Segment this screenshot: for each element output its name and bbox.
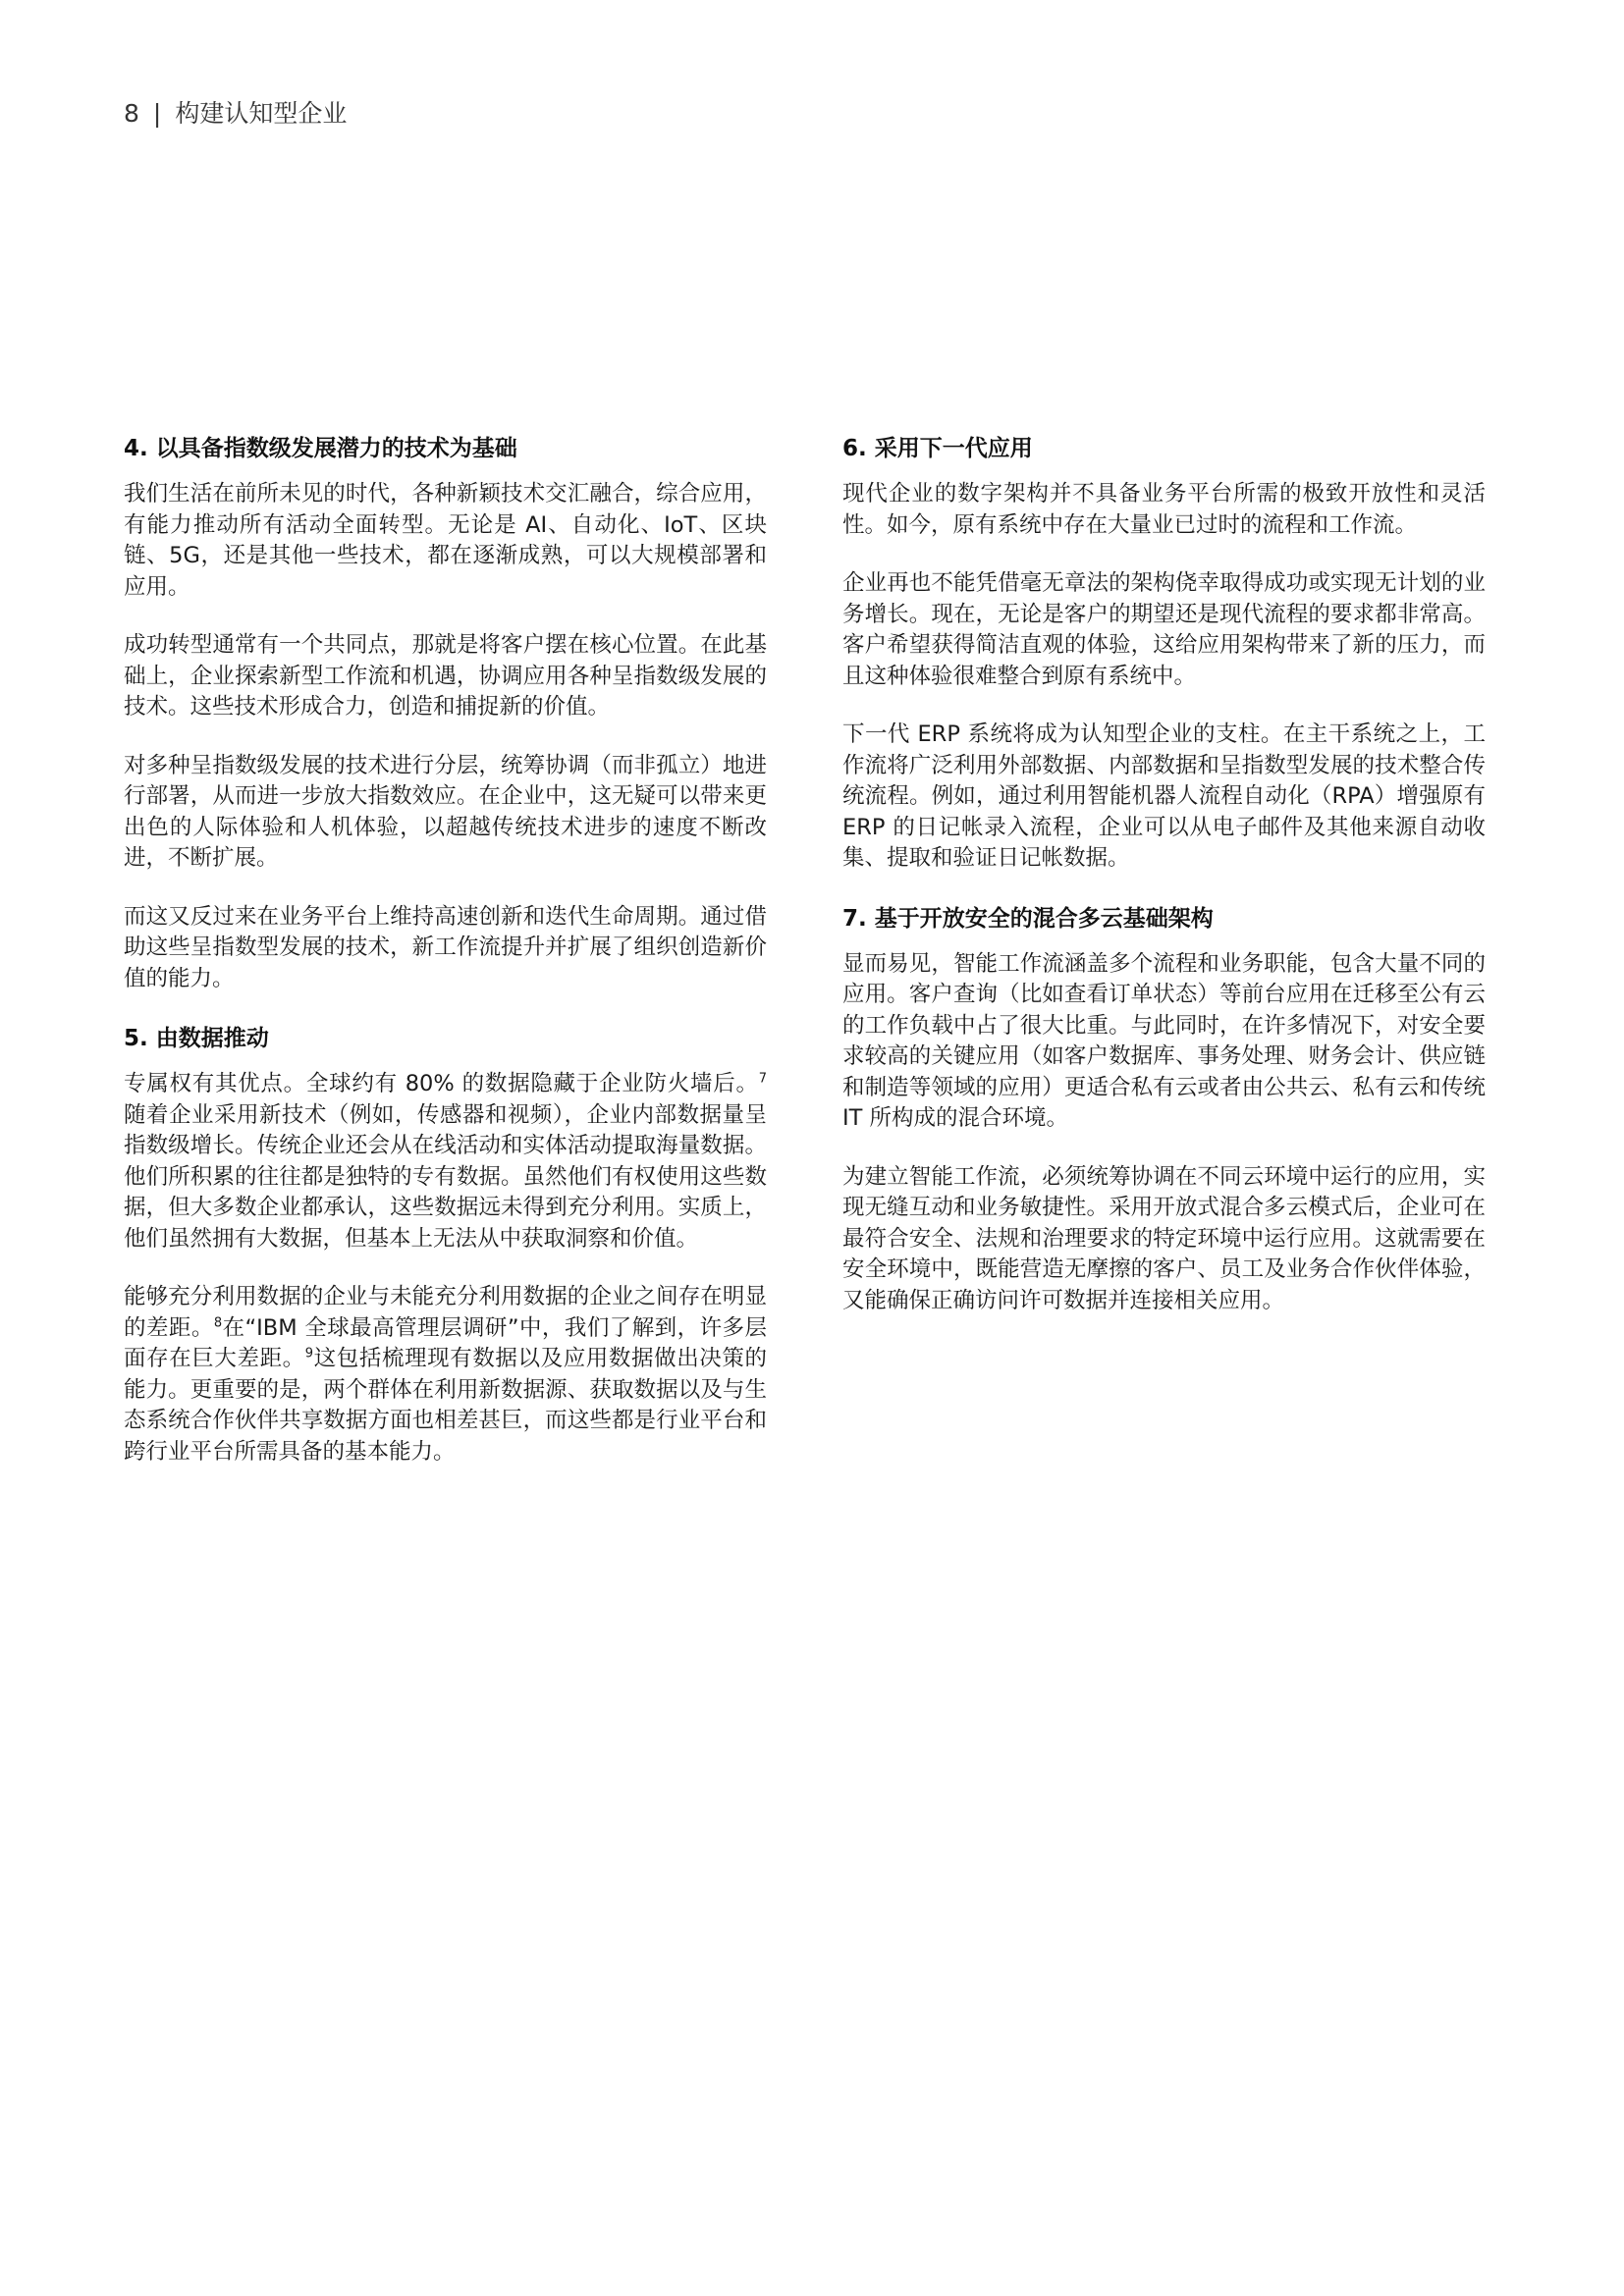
right-column [842, 432, 1486, 1344]
paragraph-text: 随着企业采用新技术（例如，传感器和视频），企业内部数据量呈指数级增长。传统企业还会从在线活动和实体活动提取海量数据。他们所积累的往往都是独特的专有数据。虽然他们有权使用这些数据，但大多数企业都承认，这些数据远未得到充分利用。实质上，他们虽然拥有大数据，但基本上无法从中获取洞察和价值。 [124, 1101, 767, 1252]
paragraph-text: 在“IBM 全球最高管理层调研”中，我们了解到，许多层面存在巨大差距。 [124, 1314, 767, 1371]
footnote-ref-9[interactable]: 9 [304, 1346, 314, 1362]
section-5-paragraph-1 [124, 1069, 767, 1255]
section-7 [842, 902, 1486, 1317]
section-6-paragraph-1: 现代企业的数字架构并不具备业务平台所需的极致开放性和灵活性。如今，原有系统中存在大量业已过时的流程和工作流。 [842, 481, 1486, 538]
section-6-paragraph-3: 下一代 ERP 系统将成为认知型企业的支柱。在主干系统之上，工作流将广泛利用外部数据、内部数据和呈指数型发展的技术整合传统流程。例如，通过利用智能机器人流程自动化（RPA）增强原有 ERP 的日记帐录入流程，企业可以从电子邮件及其他来源自动收集、提取和验证日记帐数据。 [842, 721, 1486, 871]
header-separator: | [152, 99, 162, 128]
paragraph-text: 专属权有其优点。全球约有 80% 的数据隐藏于企业防火墙后。 [124, 1071, 759, 1096]
section-4-paragraph-2: 成功转型通常有一个共同点，那就是将客户摆在核心位置。在此基础上，企业探索新型工作流和机遇，协调应用各种呈指数级发展的技术。这些技术形成合力，创造和捕捉新的价值。 [124, 632, 767, 720]
section-5-paragraph-2 [124, 1282, 767, 1468]
section-4-heading: 4. 以具备指数级发展潜力的技术为基础 [124, 436, 517, 461]
document-title: 构建认知型企业 [175, 99, 348, 128]
section-7-paragraph-1: 显而易见，智能工作流涵盖多个流程和业务职能，包含大量不同的应用。客户查询（比如查看订单状态）等前台应用在迁移至公有云的工作负载中占了很大比重。与此同时，在许多情况下，对安全要求较高的关键应用（如客户数据库、事务处理、财务会计、供应链和制造等领域的应用）更适合私有云或者由公共云、私有云和传统 IT 所构成的混合环境。 [842, 950, 1486, 1131]
paragraph-text: 能够充分利用数据的企业与未能充分利用数据的企业之间存在明显的差距。 [124, 1284, 767, 1341]
section-4-paragraph-4: 而这又反过来在业务平台上维持高速创新和迭代生命周期。通过借助这些呈指数型发展的技术，新工作流提升并扩展了组织创造新价值的能力。 [124, 903, 767, 991]
section-6-paragraph-2: 企业再也不能凭借毫无章法的架构侥幸取得成功或实现无计划的业务增长。现在，无论是客户的期望还是现代流程的要求都非常高。客户希望获得简洁直观的体验，这给应用架构带来了新的压力，而且这种体验很难整合到原有系统中。 [842, 570, 1486, 689]
footnote-ref-7[interactable]: 7 [758, 1071, 767, 1087]
section-6-heading: 6. 采用下一代应用 [842, 436, 1033, 461]
section-5-heading: 5. 由数据推动 [124, 1026, 269, 1051]
paragraph-text: 这包括梳理现有数据以及应用数据做出决策的能力。更重要的是，两个群体在利用新数据源、获取数据以及与生态系统合作伙伴共享数据方面也相差甚巨，而这些都是行业平台和跨行业平台所需具备的基本能力。 [124, 1346, 767, 1465]
section-4-paragraph-1: 我们生活在前所未见的时代，各种新颖技术交汇融合，综合应用，有能力推动所有活动全面转型。无论是 AI、自动化、IoT、区块链、5G，还是其他一些技术，都在逐渐成熟，可以大规模部署和应用。 [124, 481, 767, 600]
section-7-paragraph-2: 为建立智能工作流，必须统筹协调在不同云环境中运行的应用，实现无缝互动和业务敏捷性。采用开放式混合多云模式后，企业可在最符合安全、法规和治理要求的特定环境中运行应用。这就需要在安全环境中，既能营造无摩擦的客户、员工及业务合作伙伴体验，又能确保正确访问许可数据并连接相关应用。 [842, 1163, 1486, 1313]
section-5 [124, 1022, 767, 1468]
section-4-paragraph-3: 对多种呈指数级发展的技术进行分层，统筹协调（而非孤立）地进行部署，从而进一步放大指数效应。在企业中，这无疑可以带来更出色的人际体验和人机体验，以超越传统技术进步的速度不断改进，不断扩展。 [124, 752, 767, 871]
left-column [124, 432, 767, 1495]
page-header [124, 96, 347, 132]
section-7-heading: 7. 基于开放安全的混合多云基础架构 [842, 905, 1214, 932]
page-number: 8 [124, 99, 139, 128]
footnote-ref-8[interactable]: 8 [213, 1315, 223, 1330]
section-4 [124, 432, 767, 994]
section-6 [842, 432, 1486, 875]
